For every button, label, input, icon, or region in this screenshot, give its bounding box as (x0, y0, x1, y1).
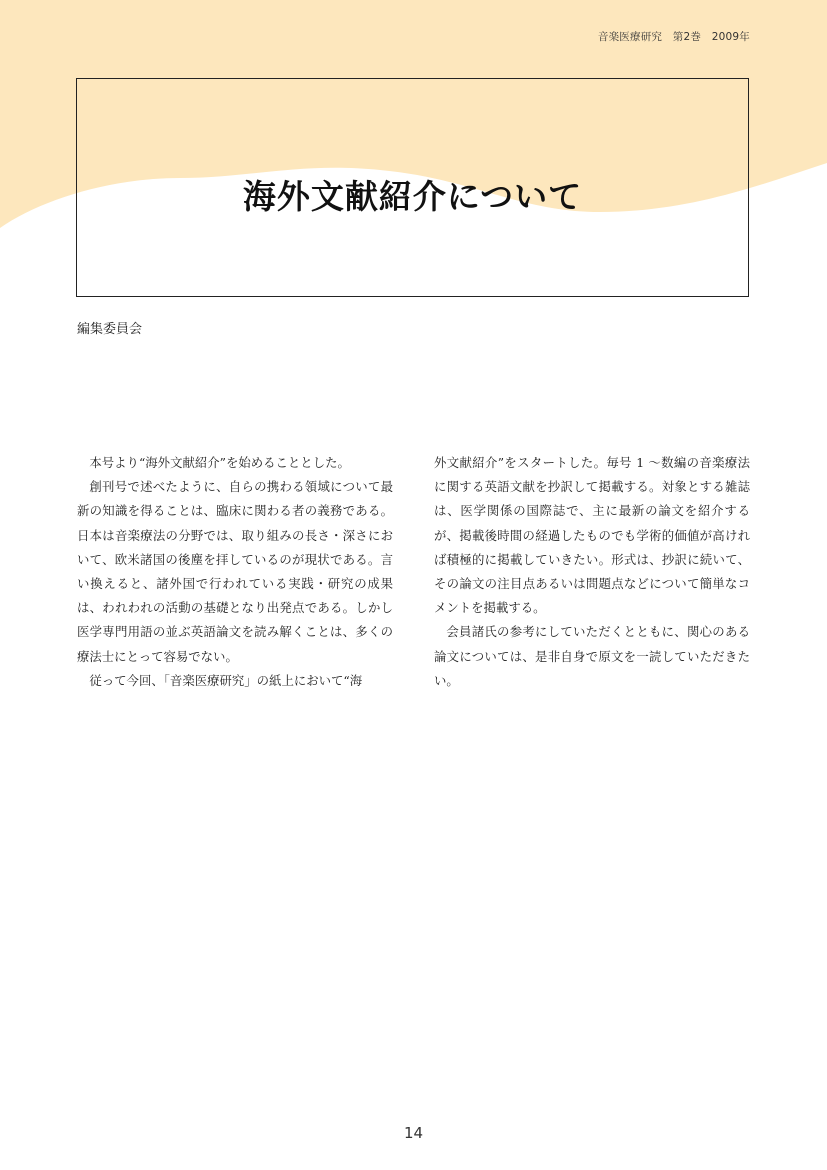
title-box (76, 78, 749, 297)
journal-header: 音楽医療研究 第2巻 2009年 (597, 31, 750, 43)
body-paragraph: 会員諸氏の参考にしていただくとともに、関心のある論文については、是非自身で原文を一読していただきたい。 (434, 624, 750, 688)
body-paragraph: 外文献紹介”をスタートした。毎号 1 〜数編の音楽療法に関する英語文献を抄訳して掲載する。対象とする雑誌は、医学関係の国際誌で、主に最新の論文を紹介するが、掲載後時間の経過したものでも学術的価値が高ければ積極的に掲載していきたい。形式は、抄訳に続いて、その論文の注目点あるいは問題点などについて簡単なコメントを掲載する。 (434, 455, 750, 616)
body-paragraph: 創刊号で述べたように、自らの携わる領域について最新の知識を得ることは、臨床に関わる者の義務である。日本は音楽療法の分野では、取り組みの長さ・深さにおいて、欧米諸国の後塵を拝しているのが現状である。言い換えると、諸外国で行われている実践・研究の成果は、われわれの活動の基礎となり出発点である。しかし医学専門用語の並ぶ英語論文を読み解くことは、多くの療法士にとって容易でない。 (77, 479, 393, 664)
author-byline: 編集委員会 (77, 322, 143, 337)
body-paragraph: 本号より“海外文献紹介”を始めることとした。 (89, 455, 350, 470)
body-column-left (77, 451, 393, 693)
body-column-right (434, 451, 750, 693)
body-paragraph: 従って今回、「音楽医療研究」の紙上において“海 (89, 672, 363, 688)
page-number: 14 (403, 1124, 424, 1142)
article-title: 海外文献紹介について (242, 177, 583, 216)
